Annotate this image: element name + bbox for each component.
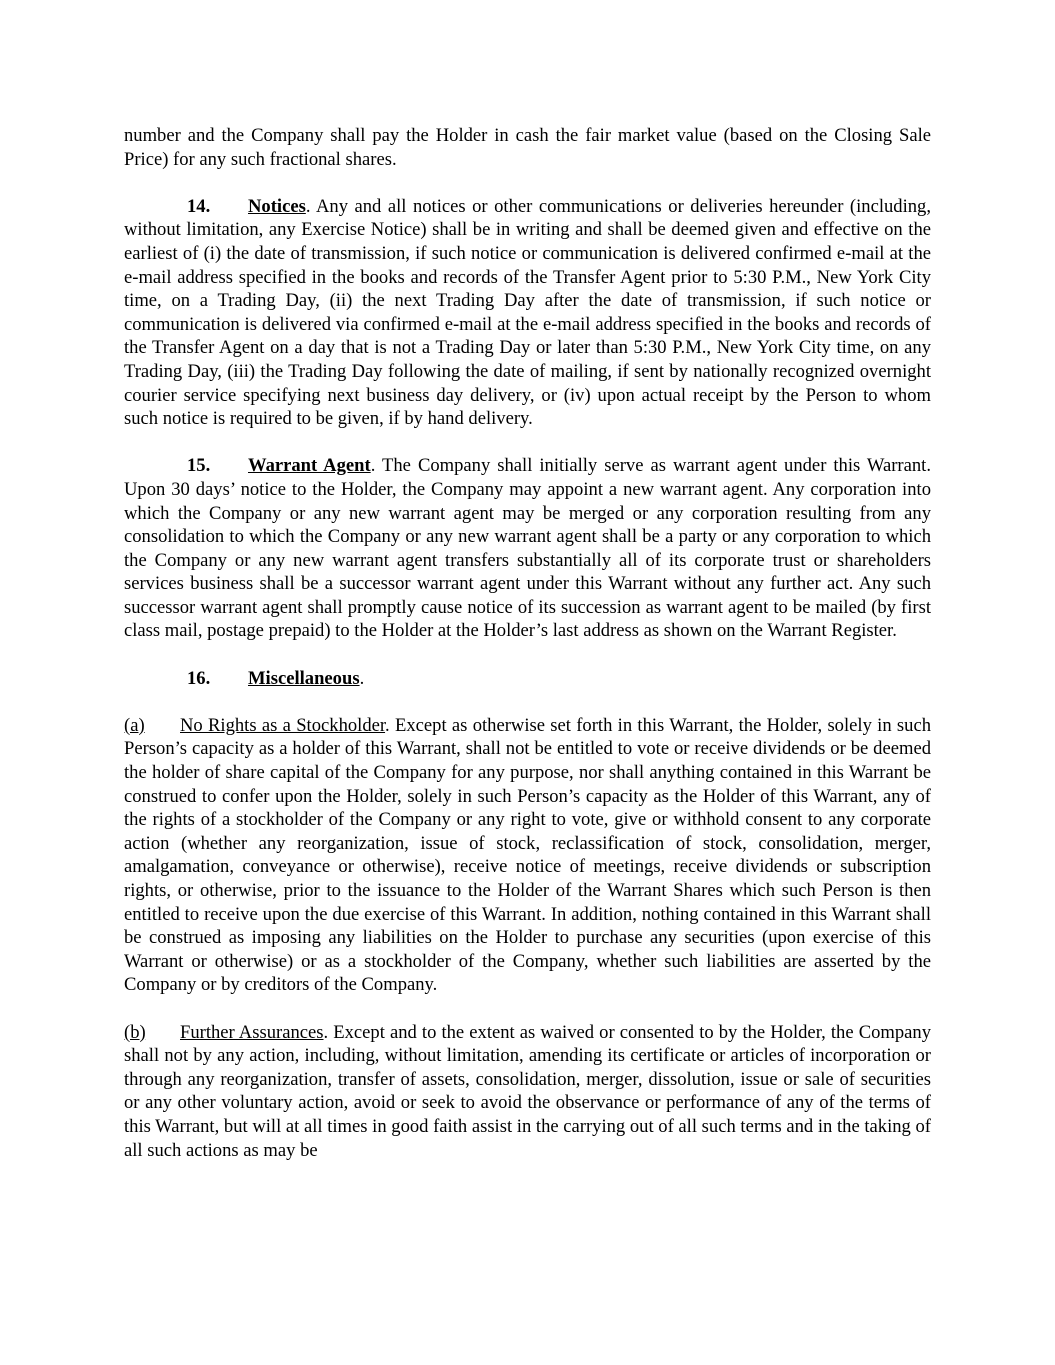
section-14-notices (124, 195, 931, 431)
continuation-paragraph: number and the Company shall pay the Holder in cash the fair market value (based on the Closing Sale Price) for any such fractional shares. (124, 125, 931, 170)
subsection-body: . Except as otherwise set forth in this Warrant, the Holder, solely in such Person’s capacity as a holder of this Warrant, shall not be entitled to vote or receive dividends or be deemed the holder of share capital of the Company for any purpose, nor shall anything contained in this Warrant be construed to confer upon the Holder, solely in such Person’s capacity as the Holder of this Warrant, any of the rights of a stockholder of the Company or any right to vote, give or withhold consent to any corporate action (whether any reorganization, issue of stock, reclassification of stock, consolidation, merger, amalgamation, conveyance or otherwise), receive notice of meetings, receive dividends or subscription rights, or otherwise, prior to the issuance to the Holder of the Warrant Shares which such Person is then entitled to receive upon the due exercise of this Warrant. In addition, nothing contained in this Warrant shall be construed as imposing any liabilities on the Holder to purchase any securities (upon exercise of this Warrant or otherwise) or as a stockholder of the Company, whether such liabilities are asserted by the Company or by creditors of the Company. (124, 714, 931, 996)
section-title: Miscellaneous (248, 667, 360, 689)
section-title: Notices (248, 195, 306, 217)
section-number: 15. (187, 455, 211, 477)
subsection-b-further-assurances (124, 1021, 931, 1163)
section-body: . Any and all notices or other communications or deliveries hereunder (including, without limitation, any Exercise Notice) shall be in writing and shall be deemed given and effective on the earliest of (i) the date of transmission, if such notice or communication is delivered confirmed e-mail at the e-mail address specified in the books and records of the Transfer Agent prior to 5:30 P.M., New York City time, on a Trading Day, (ii) the next Trading Day after the date of transmission, if such notice or communication is delivered via confirmed e-mail at the e-mail address specified in the books and records of the Transfer Agent on a day that is not a Trading Day or later than 5:30 P.M., New York City time, on any Trading Day, (iii) the Trading Day following the date of mailing, if sent by nationally recognized overnight courier service specifying next business day delivery, or (iv) upon actual receipt by the Person to whom such notice is required to be given, if by hand delivery. (124, 195, 931, 430)
document-page (124, 124, 931, 1162)
subsection-title: No Rights as a Stockholder (180, 714, 386, 736)
section-body: . (359, 667, 365, 689)
section-number: 16. (187, 667, 211, 689)
subsection-a-no-rights (124, 714, 931, 997)
section-16-miscellaneous (124, 667, 931, 691)
section-title: Warrant Agent (248, 455, 371, 477)
section-15-warrant-agent (124, 454, 931, 643)
subsection-body: . Except and to the extent as waived or consented to by the Holder, the Company shall not by any action, including, without limitation, amending its certificate or articles of incorporation or through any reorganization, transfer of assets, consolidation, merger, dissolution, issue or sale of securities or any other voluntary action, avoid or seek to avoid the observance or performance of any of the terms of this Warrant, but will at all times in good faith assist in the carrying out of all such terms and in the taking of all such actions as may be (124, 1021, 931, 1161)
subsection-title: Further Assurances (180, 1021, 324, 1043)
subsection-label: (b) (124, 1021, 146, 1043)
section-number: 14. (187, 195, 211, 217)
section-body: . The Company shall initially serve as warrant agent under this Warrant. Upon 30 days’ notice to the Holder, the Company may appoint a new warrant agent. Any corporation into which the Company or any new warrant agent may be merged or any corporation resulting from any consolidation to which the Company or any new warrant agent shall be a party or any corporation to which the Company or any new warrant agent transfers substantially all of its corporate trust or shareholders services business shall be a successor warrant agent under this Warrant without any further act. Any such successor warrant agent shall promptly cause notice of its succession as warrant agent to be mailed (by first class mail, postage prepaid) to the Holder at the Holder’s last address as shown on the Warrant Register. (124, 455, 931, 642)
subsection-label: (a) (124, 714, 145, 736)
